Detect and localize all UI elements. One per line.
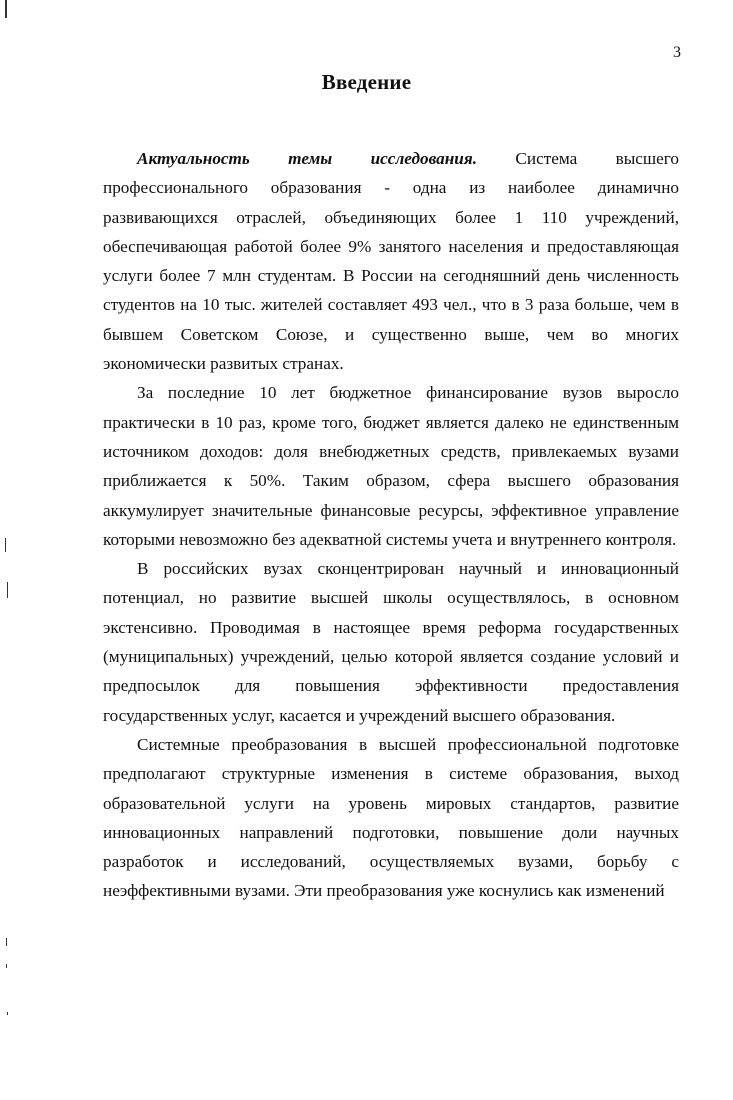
- document-body: [103, 144, 679, 906]
- scan-artifact: [6, 964, 7, 968]
- paragraph-relevance: [103, 144, 679, 378]
- paragraph-text: Система высшего профессионального образования - одна из наиболее динамично развивающихся отраслей, объединяющих более 1 110 учреждений, обеспечивающая работой более 9% занятого населения и предоставляющая услуги более 7 млн студентам. В России на сегодняшний день численность студентов на 10 тыс. жителей составляет 493 чел., что в 3 раза больше, чем в бывшем Советском Союзе, и существенно выше, чем во многих экономически развитых странах.: [103, 149, 679, 374]
- page-number: 3: [673, 44, 681, 61]
- paragraph-lead-heading: Актуальность темы исследования.: [137, 149, 477, 168]
- paragraph-financing: За последние 10 лет бюджетное финансирование вузов выросло практически в 10 раз, кроме того, бюджет является далеко не единственным источником доходов: доля внебюджетных средств, привлекаемых вузами приближается к 50%. Таким образом, сфера высшего образования аккумулирует значительные финансовые ресурсы, эффективное управление которыми невозможно без адекватной системы учета и внутреннего контроля.: [103, 383, 679, 549]
- scan-artifact: [5, 0, 7, 18]
- scan-artifact: [5, 538, 6, 552]
- paragraph-innovation: В российских вузах сконцентрирован научный и инновационный потенциал, но развитие высшей школы осуществлялось, в основном экстенсивно. Проводимая в настоящее время реформа государственных (муниципальных) учреждений, целью которой является создание условий и предпосылок для повышения эффективности предоставления государственных услуг, касается и учреждений высшего образования.: [103, 559, 679, 725]
- scan-artifact: [7, 1012, 8, 1015]
- scan-artifact: [7, 582, 8, 598]
- paragraph-transformations: Системные преобразования в высшей профессиональной подготовке предполагают структурные изменения в системе образования, выход образовательной услуги на уровень мировых стандартов, развитие инновационных направлений подготовки, повышение доли научных разработок и исследований, осуществляемых вузами, борьбу с неэффективными вузами. Эти преобразования уже коснулись как изменений: [103, 734, 679, 901]
- scan-artifact: [6, 938, 7, 946]
- page-title: Введение: [321, 70, 412, 94]
